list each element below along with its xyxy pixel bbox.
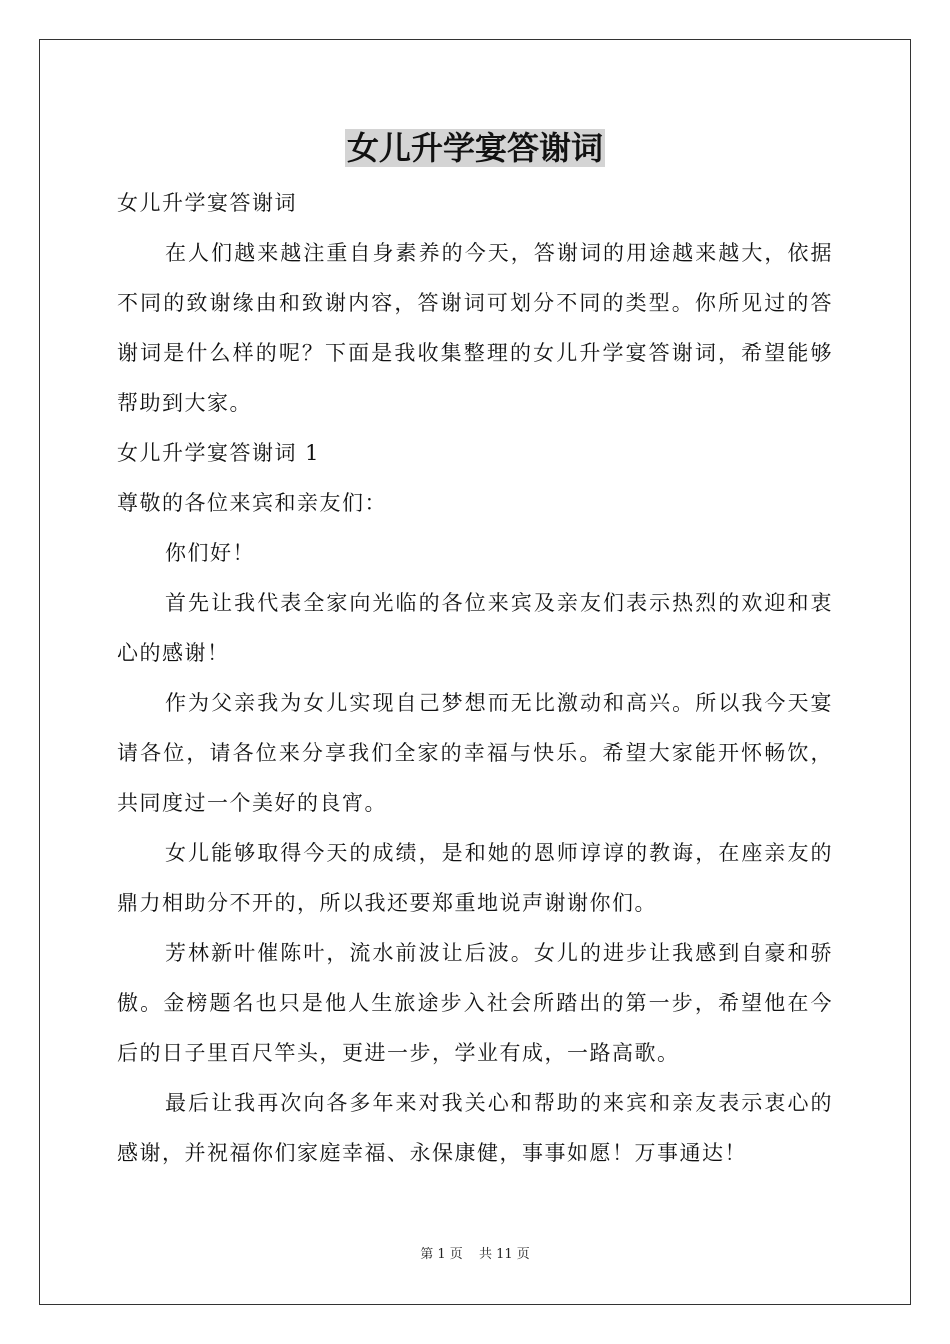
document-body (117, 178, 833, 1178)
paragraph-salutation: 尊敬的各位来宾和亲友们： (117, 491, 387, 515)
paragraph-subtitle: 女儿升学宴答谢词 (117, 191, 297, 215)
paragraph-intro: 在人们越来越注重自身素养的今天，答谢词的用途越来越大，依据不同的致谢缘由和致谢内容，答谢词可划分不同的类型。你所见过的答谢词是什么样的呢？下面是我收集整理的女儿升学宴答谢词，希望能够帮助到大家。 (117, 241, 833, 415)
page-number: 第 1 页 (420, 1247, 463, 1262)
paragraph-greeting: 你们好！ (165, 541, 255, 565)
paragraph-teachers: 女儿能够取得今天的成绩，是和她的恩师谆谆的教诲，在座亲友的鼎力相助分不开的，所以我还要郑重地说声谢谢你们。 (117, 841, 833, 915)
document-title (0, 128, 950, 168)
paragraph-father: 作为父亲我为女儿实现自己梦想而无比激动和高兴。所以我今天宴请各位，请各位来分享我们全家的幸福与快乐。希望大家能开怀畅饮，共同度过一个美好的良宵。 (117, 691, 833, 815)
page-footer (0, 1246, 950, 1264)
document-title-text: 女儿升学宴答谢词 (346, 129, 603, 167)
paragraph-progress: 芳林新叶催陈叶，流水前波让后波。女儿的进步让我感到自豪和骄傲。金榜题名也只是他人生旅途步入社会所踏出的第一步，希望他在今后的日子里百尺竿头，更进一步，学业有成，一路高歌。 (117, 941, 833, 1065)
paragraph-closing: 最后让我再次向各多年来对我关心和帮助的来宾和亲友表示衷心的感谢，并祝福你们家庭幸福、永保康健，事事如愿！万事通达！ (117, 1091, 833, 1165)
paragraph-section-heading: 女儿升学宴答谢词 1 (117, 441, 321, 465)
page-total: 共 11 页 (478, 1247, 530, 1262)
paragraph-welcome: 首先让我代表全家向光临的各位来宾及亲友们表示热烈的欢迎和衷心的感谢！ (117, 591, 833, 665)
